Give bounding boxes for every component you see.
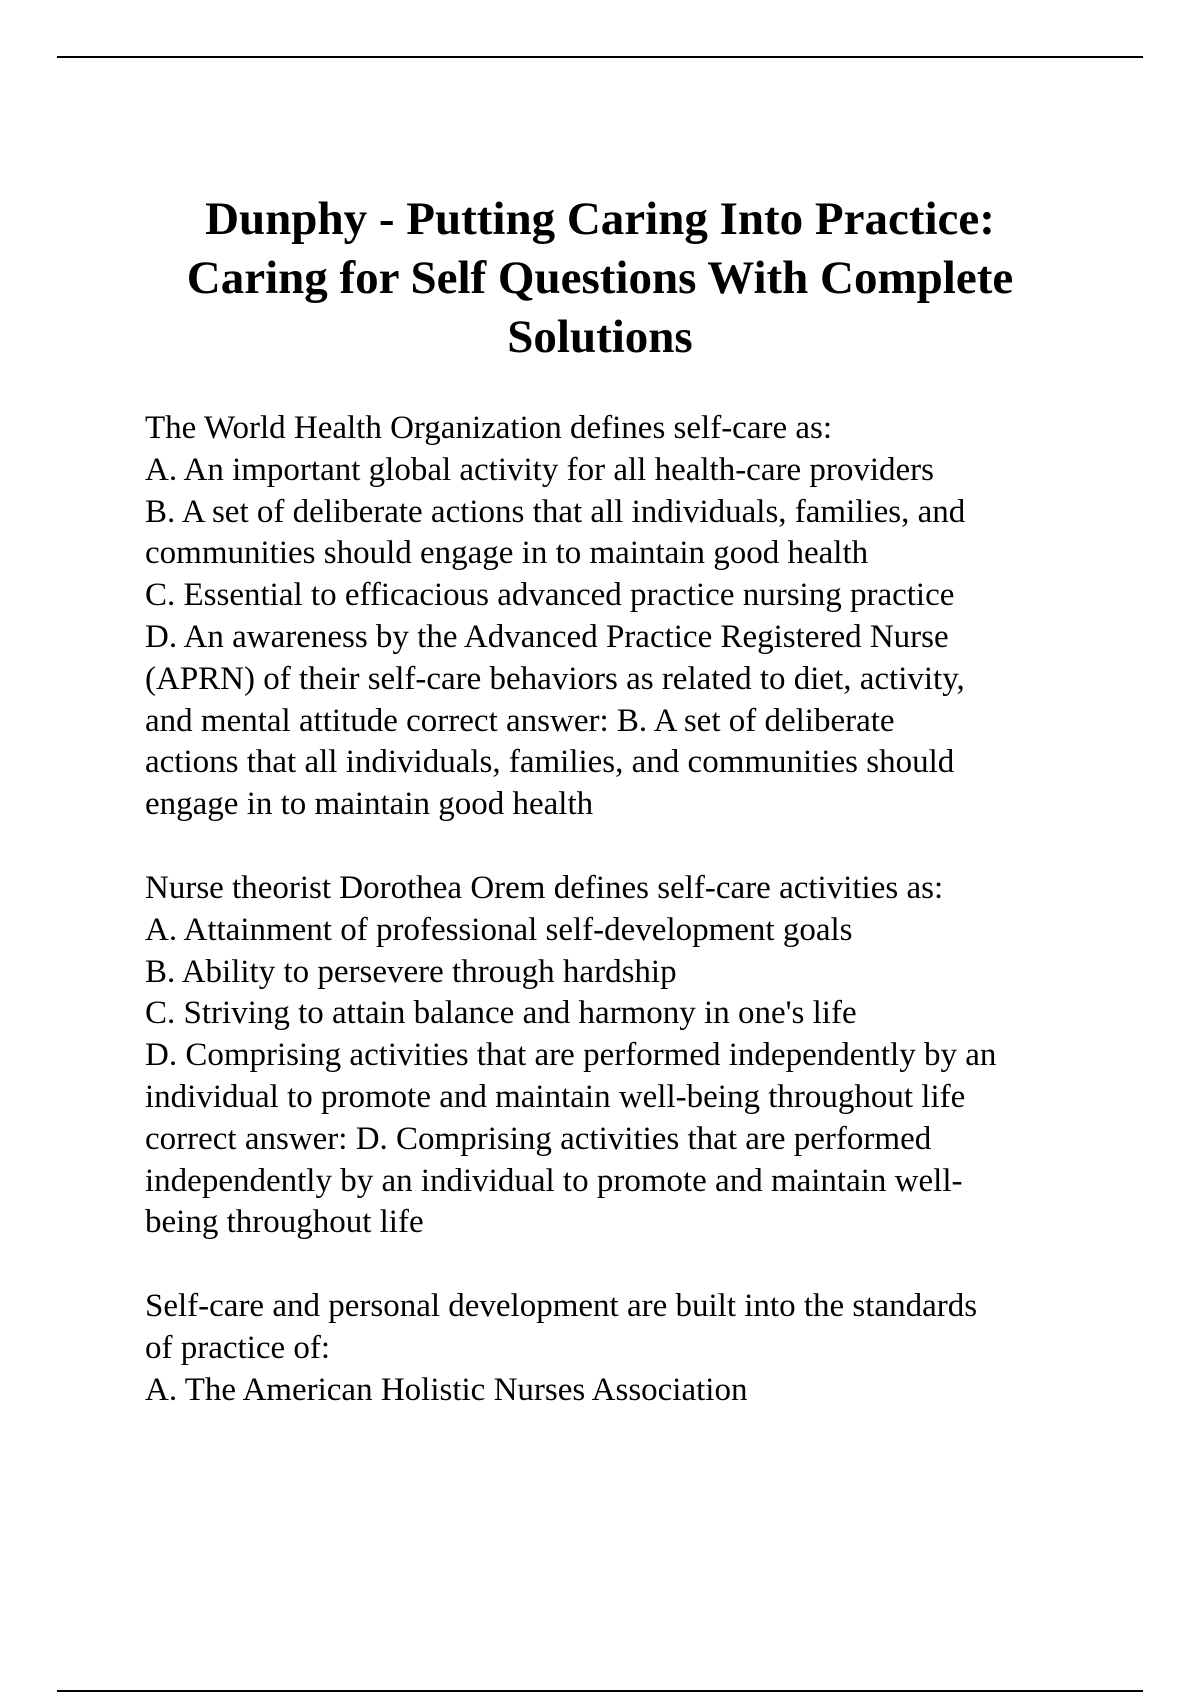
question-stem: Nurse theorist Dorothea Orem defines self-care activities as: [145, 869, 944, 906]
answer-option-b: B. Ability to persevere through hardship [145, 953, 677, 990]
correct-answer: and mental attitude correct answer: B. A set of deliberate [145, 702, 895, 739]
question-stem: Self-care and personal development are built into the standards [145, 1288, 978, 1325]
answer-option-a: A. An important global activity for all health-care providers [145, 451, 935, 488]
bottom-divider [57, 1690, 1143, 1692]
answer-option-c: C. Striving to attain balance and harmony in one's life [145, 995, 857, 1032]
title-line: Solutions [507, 311, 693, 363]
answer-option-d: D. Comprising activities that are performed independently by an [145, 1037, 997, 1074]
correct-answer-continued: actions that all individuals, families, and communities should [145, 744, 955, 781]
question-block-2 [145, 868, 1105, 1244]
title-line: Caring for Self Questions With Complete [186, 252, 1014, 304]
correct-answer-continued: independently by an individual to promote and maintain well- [145, 1162, 963, 1199]
answer-option-a: A. Attainment of professional self-development goals [145, 911, 853, 948]
correct-answer-continued: being throughout life [145, 1204, 424, 1241]
question-block-1 [145, 408, 1105, 826]
document-title [100, 190, 1100, 367]
top-divider [57, 56, 1143, 58]
answer-option-a: A. The American Holistic Nurses Association [145, 1371, 748, 1408]
question-stem: The World Health Organization defines self-care as: [145, 410, 833, 446]
correct-answer-continued: engage in to maintain good health [145, 786, 594, 823]
title-line: Dunphy - Putting Caring Into Practice: [205, 193, 995, 245]
answer-option-b: B. A set of deliberate actions that all individuals, families, and [145, 493, 966, 530]
document-body [145, 408, 1105, 1454]
answer-option-b-continued: communities should engage in to maintain good health [145, 535, 869, 572]
answer-option-d-continued: individual to promote and maintain well-being throughout life [145, 1078, 966, 1115]
question-stem-continued: of practice of: [145, 1329, 331, 1366]
question-block-3 [145, 1286, 1105, 1411]
answer-option-d: D. An awareness by the Advanced Practice Registered Nurse [145, 618, 949, 655]
answer-option-c: C. Essential to efficacious advanced practice nursing practice [145, 577, 955, 614]
answer-option-d-continued: (APRN) of their self-care behaviors as related to diet, activity, [145, 660, 965, 697]
correct-answer: correct answer: D. Comprising activities that are performed [145, 1120, 932, 1157]
